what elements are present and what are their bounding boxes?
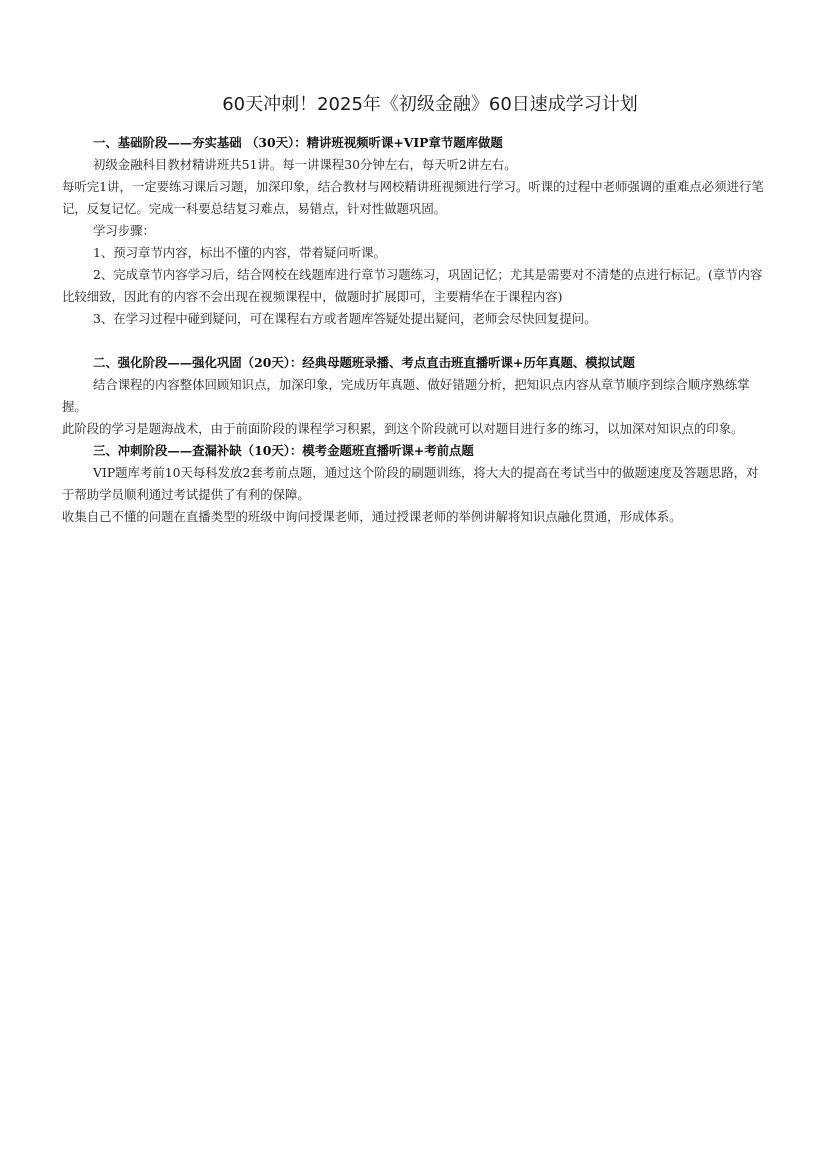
document-body	[62, 132, 770, 528]
study-step-2: 2、完成章节内容学习后，结合网校在线题库进行章节习题练习，巩固记忆；尤其是需要对不清楚的点进行标记。(章节内容比较细致，因此有的内容不会出现在视频课程中，做题时扩展即可，主要精华在于课程内容)	[62, 267, 763, 304]
document-title: 60天冲刺！2025年《初级金融》60日速成学习计划	[222, 94, 638, 115]
section-1-paragraph-2: 每听完1讲，一定要练习课后习题，加深印象，结合教材与网校精讲班视频进行学习。听课的过程中老师强调的重难点必须进行笔记，反复记忆。完成一科要总结复习难点，易错点，针对性做题巩固。	[62, 179, 764, 216]
section-2-paragraph-1: 结合课程的内容整体回顾知识点，加深印象，完成历年真题、做好错题分析，把知识点内容从章节顺序到综合顺序熟练掌握。	[62, 377, 750, 414]
study-step-3: 3、在学习过程中碰到疑问，可在课程右方或者题库答疑处提出疑问，老师会尽快回复提问。	[93, 311, 597, 326]
study-steps-label: 学习步骤：	[93, 223, 155, 238]
section-2-paragraph-2: 此阶段的学习是题海战术，由于前面阶段的课程学习积累，到这个阶段就可以对题目进行多的练习，以加深对知识点的印象。	[62, 421, 744, 436]
study-step-1: 1、预习章节内容，标出不懂的内容，带着疑问听课。	[93, 245, 386, 260]
section-1-paragraph-1: 初级金融科目教材精讲班共51讲。每一讲课程30分钟左右，每天听2讲左右。	[93, 157, 517, 172]
section-1-heading: 一、基础阶段——夯实基础 （30天）：精讲班视频听课+VIP章节题库做题	[93, 135, 503, 150]
section-3-heading: 三、冲刺阶段——查漏补缺（10天）：模考金题班直播听课+考前点题	[93, 443, 474, 458]
section-spacer	[62, 330, 770, 352]
section-3-paragraph-1: VIP题库考前10天每科发放2套考前点题，通过这个阶段的刷题训练，将大大的提高在考试当中的做题速度及答题思路，对于帮助学员顺利通过考试提供了有利的保障。	[62, 465, 759, 502]
section-2-heading: 二、强化阶段——强化巩固（20天）：经典母题班录播、考点直击班直播听课+历年真题、模拟试题	[93, 355, 635, 370]
section-3-paragraph-2: 收集自己不懂的问题在直播类型的班级中询问授课老师，通过授课老师的举例讲解将知识点融化贯通，形成体系。	[62, 509, 682, 524]
